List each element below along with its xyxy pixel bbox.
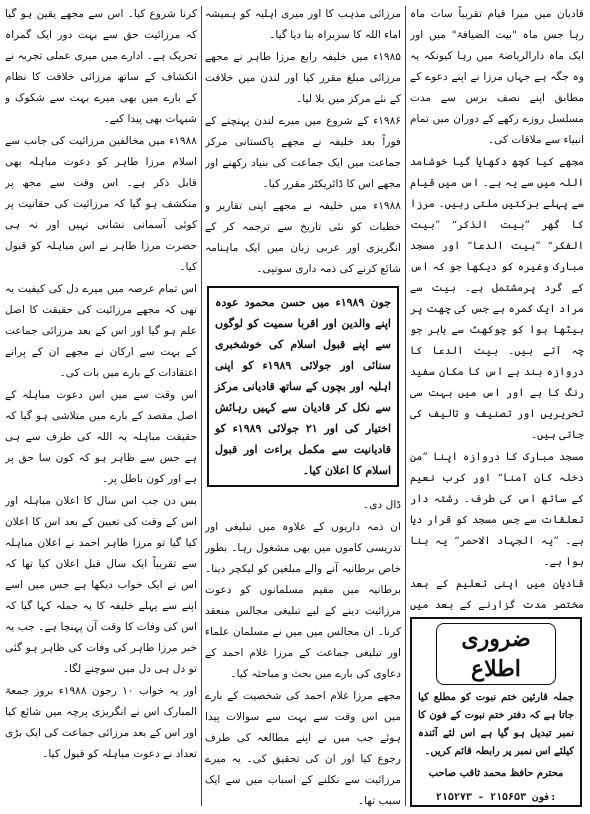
notice-body: جملہ قارئین ختم نبوت کو مطلع کیا جاتا ہے کہ دفتر ختم نبوت کے فون کا نمبر تبدیل ہو گیا ہے اس لئے آئندہ کیلئے اس نمبر پر رابطہ قائم کریں۔ (418, 692, 574, 757)
paragraph: اس تمام عرصہ میں میرے دل کی کیفیت یہ تھی کہ مجھے مرزائیت کی حقیقت کا اصل علم ہو گیا اور اس کے بعد مرزائی جماعت کے بہت سے ارکان نے مجھے ان کے پرانے اعتقادات کے بارے میں بات کی۔ (5, 283, 197, 379)
paragraph: قادیان میں میرا قیام تقریباً سات ماہ رہا جس ماہ "بیت الضیافۃ" میں اور ایک ماہ دارالریاضۃ میں رہا کیونکہ یہ وہ جگہ ہے جہاں مرزا نے اپنے دعوے کے مطابق اپنے نصف برس سے مدت مسلسل روزے رکھے کے دوران میں تمام انبیاء سے ملاقات کی۔ (410, 8, 584, 146)
paragraph: ۱۹۸۸ء میں خلیفہ نے مجھے اپنی تقاریر و خطبات کو نئی تاریخ سے ترجمہ کر کے انگریزی اور عربی زبان میں ایک ماہنامہ شائع کرنے کی ذمہ داری سونپی۔ (205, 200, 401, 275)
paragraph: ۱۹۸۶ء کے شروع میں میرے لندن پہنچنے کے فوراً بعد خلیفہ نے مجھے پاکستانی مرکز جماعت میں ایک جماعت کی بنیاد رکھنے اور مجھے اس کا ڈائریکٹر مقرر کیا۔ (205, 115, 401, 190)
paragraph: اس وقت سے میں اس دعوت مباہلہ کے اصل مقصد کے بارے میں متلاشی ہو گیا کہ حقیقت مباہلہ یہ اللہ کی طرف سے ہی ہے جس سے ظاہر ہو کہ کون سا حق پر ہے اور کون باطل پر۔ (5, 389, 197, 485)
notice-phone-line (418, 789, 574, 807)
notice-title: ضروری اطلاع (436, 623, 556, 685)
column-divider (201, 6, 202, 806)
highlight-box: جون ۱۹۸۹ء میں حسن محمود عودہ اپنے والدین اور اقربا سمیت کو لوگوں سے اپنے قبول اسلام کی خوشخبری سنائی اور جولائی ۱۹۸۹ء کو اپنی اہلیہ اور بچوں کے ساتھ قادیانی مرکز سے نکل کر قادیان سے کہیں رہائش اختیار کی اور ۲۱ جولائی ۱۹۸۹ء کو قادیانیت سے مکمل براءت اور قبول اسلام کا اعلان کیا۔ (207, 286, 399, 487)
left-column (5, 4, 197, 810)
paragraph: کرنا شروع کیا۔ اس سے مجھے یقین ہو گیا کہ مرزائیت حق سے بہت دور ایک گمراہ تحریک ہے۔ ادارے میں میری عملی تجربہ نے انکشاف کے ساتھ مرزائی خلافت کا نظام کے بارے میں بھی میرے بہت سے شکوک و شبہات بھی پیدا کیے۔ (5, 8, 197, 125)
column-divider (405, 6, 406, 806)
important-notice-box (410, 617, 582, 807)
phone-number: ۲۱۵۲۷۳ - ۲۱۵۶۵۳ (435, 792, 527, 803)
paragraph: مسجد مبارک کا دروازہ اپنا ”من دخلہ کان آمنا“ اور کرب نعیم کے ساتھ اس کی طرف۔ رشتہ دار تعلقات سے جس مسجد کو قرار دیا ہے۔ ”یہ الجہاد الاحمر“ یہ بنا ہوا ہے۔ (410, 451, 584, 568)
paragraph: مرزائی مذہب کا اور میری اہلیہ کو ہمیشہ اماء اللہ کا سربراہ بنا دیا گیا۔ (205, 8, 401, 41)
paragraph: اور یہ خواب ۱۰ رجون ۱۹۸۸ء بروز جمعۃ المبارک اس نے انگریزی پرچہ میں شائع کیا اور اس کے بعد مرزائی جماعت کی ایک بڑی تعداد نے دعوت مباہلہ کو قبول کیا۔ (5, 685, 197, 760)
paragraph: ۱۹۸۵ء میں خلیفہ رابع مرزا طاہر نے مجھے مرزائی مبلغ مقرر کیا اور لندن میں خلافت کے نئے مرکز میں بلا لیا۔ (205, 51, 401, 105)
paragraph: ڈال دی۔ (363, 499, 401, 511)
middle-column (205, 4, 401, 810)
right-column-text (410, 4, 584, 610)
paragraph: ۱۹۸۸ء میں مخالفین مرزائیت کی جانب سے اسلام مرزا طاہر کو دعوت مباہلہ بھی قابل ذکر ہے۔ اس وقت سے مجھ پر منکشف ہو گیا کہ مرزائیت کی حقانیت پر کوئی آسمانی نشانی نہیں اور نہ ہی حضرت مرزا طاہر نے اس مباہلہ کو قبول کیا۔ (5, 135, 197, 273)
paragraph: قادیان میں اپنی تعلیم کے بعد مختصر مدت گزارنے کے بعد میں (410, 578, 584, 610)
paragraph: مجھے مرزا غلام احمد کی شخصیت کے بارے میں اس وقت سے بہت سے سوالات پیدا ہوئے جب میں نے اپنے مطالعہ کی طرف رجوع کیا اور ان کی تحقیق کی۔ یہ میرے مرزائیت سے نکلنے کے اسباب میں سے ایک سبب تھا۔ (205, 690, 401, 807)
paragraph: بس دن جب اس سال کا اعلان مباہلہ اور اس کے وقت کی تعیین کے بعد اس کا اعلان کیا گیا تو مرزا طاہر احمد نے اعلان مباہلہ سے تقریباً ایک سال قبل اعلان کیا تھا کہ اس نے ایک خواب دیکھا ہے جس میں اسے اپنے سے پہلے خلیفہ کا یہ جملہ کہا گیا کہ اس کی وفات کا وقت آن پہنچا ہے۔ جب یہ خبر مرزا طاہر کی وفات کی ظاہر ہو گئی تو دل ہی دل میں سوچنے لگا۔ (5, 495, 197, 675)
paragraph: مجھے کیا کچھ دکھایا گیا خوشامد اللہ میں سے یہ ہے۔ اس میں قیام سے پہلے برکتیں ملتی رہیں۔ مرزا کا گھر ”بیت الذکر“ ”بیت الفکر“ ”بیت الدعا“ اور مسجد مبارک وغیرہ کو دیکھا جو کہ اس کے گرد پرمشتمل ہے۔ بیت سے مراد ایک کمرہ ہے جس کی چھت پر بیٹھا ہوا کو چوکھٹ سے باہر جو چہ آتے ہیں۔ بیت الدعا کا دروازہ بند ہے اس کا مکان سفید رنگ کا ہے اور اس میں بہت سی تحریریں اور تصنیف و تالیف کی جاتی ہیں۔ (410, 156, 584, 441)
phone-label: فون: (532, 792, 557, 803)
paragraph: ان ذمہ داریوں کے علاوہ میں تبلیغی اور تدریسی کاموں میں بھی مشغول رہا۔ بطور خاص برطانیہ آنے والے مبلغین کو لیکچر دینا۔ برطانیہ میں مقیم مسلمانوں کو دعوت مرزائیت دینے کے لیے تبلیغی مجالس منعقد کرنا۔ ان مجالس میں میں نے مسلمان علماء اور تبلیغی جماعت کے مرزا غلام احمد کے دعاوی کی بارے میں بحث و مباحثہ کیا۔ (205, 521, 401, 680)
notice-contact: محترم حافظ محمد ثاقب صاحب (428, 768, 564, 779)
